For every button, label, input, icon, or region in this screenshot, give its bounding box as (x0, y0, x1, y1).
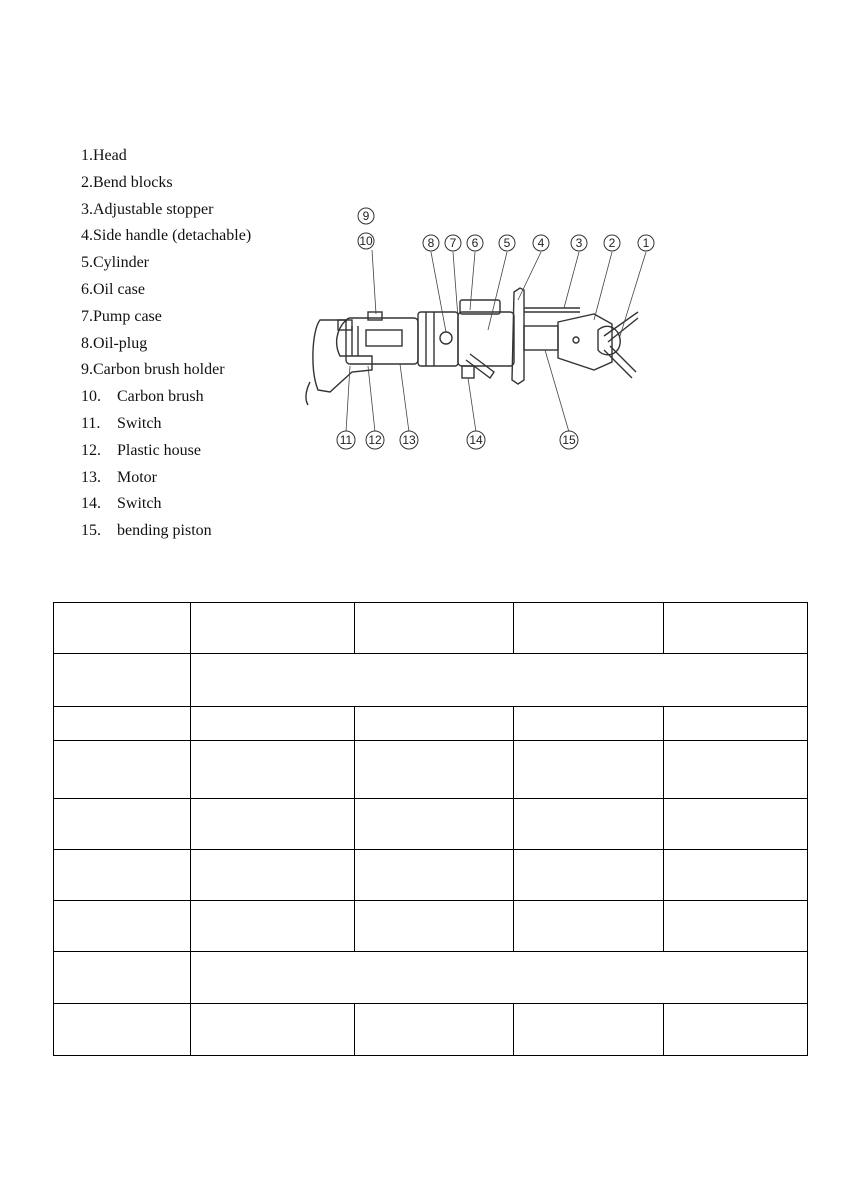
table-row (54, 952, 808, 1004)
parts-list-item (81, 279, 251, 306)
callout-1 (638, 235, 654, 251)
tool-diagram (300, 200, 680, 460)
part-label: Carbon brush holder (93, 361, 225, 379)
table-cell (355, 741, 514, 799)
part-label: Motor (117, 468, 157, 486)
callout-8 (423, 235, 439, 251)
part-label: Pump case (93, 307, 162, 325)
table-row (54, 654, 808, 707)
table-row (54, 741, 808, 799)
table-cell (514, 850, 664, 901)
table-cell (514, 1004, 664, 1056)
svg-text:4: 4 (537, 236, 545, 250)
table-cell (191, 603, 355, 654)
table-cell (664, 741, 808, 799)
part-label: Switch (117, 495, 162, 513)
part-number: 4. (81, 227, 93, 245)
table-cell (514, 799, 664, 850)
table-cell (54, 707, 191, 741)
table-cell (191, 850, 355, 901)
part-number: 3. (81, 200, 93, 218)
callouts-bottom (337, 431, 578, 449)
part-number: 11. (81, 414, 101, 432)
callout-3 (571, 235, 587, 251)
part-number: 12. (81, 441, 101, 459)
part-label: Carbon brush (117, 388, 204, 406)
part-label: Plastic house (117, 441, 201, 459)
table-cell (355, 850, 514, 901)
callout-2 (604, 235, 620, 251)
part-number: 5. (81, 254, 93, 272)
part-number: 7. (81, 307, 93, 325)
table-cell (54, 901, 191, 952)
svg-text:1: 1 (642, 236, 650, 250)
table-row (54, 707, 808, 741)
callout-11 (337, 431, 355, 449)
table-cell (514, 901, 664, 952)
callout-7 (445, 235, 461, 251)
part-label: Side handle (detachable) (93, 227, 252, 245)
part-number: 15. (81, 522, 101, 540)
rebar-bender-illustration (306, 288, 638, 405)
parts-list-item (81, 225, 251, 252)
parts-list-item (81, 333, 251, 360)
table-cell (664, 603, 808, 654)
callout-12 (366, 431, 384, 449)
callout-10 (358, 233, 374, 249)
part-label: Switch (117, 414, 162, 432)
table-cell (664, 850, 808, 901)
table-cell (54, 952, 191, 1004)
table-row (54, 799, 808, 850)
table-cell (664, 799, 808, 850)
part-number: 14. (81, 495, 101, 513)
parts-list-item (81, 359, 251, 386)
parts-list-item (81, 199, 251, 226)
callout-6 (467, 235, 483, 251)
table-cell (54, 741, 191, 799)
svg-text:14: 14 (469, 433, 483, 447)
table-cell (191, 654, 808, 707)
table-cell (191, 741, 355, 799)
svg-text:5: 5 (503, 236, 511, 250)
parts-list-item (81, 440, 251, 467)
part-number: 1. (81, 147, 93, 164)
table-cell (191, 952, 808, 1004)
callouts-top (358, 208, 654, 251)
table-cell (514, 741, 664, 799)
table-cell (514, 603, 664, 654)
table-cell (664, 707, 808, 741)
callout-9 (358, 208, 374, 224)
table-cell (664, 901, 808, 952)
part-number: 6. (81, 280, 93, 298)
table-cell (355, 901, 514, 952)
part-label: Adjustable stopper (93, 200, 214, 218)
part-label: Cylinder (93, 254, 149, 272)
svg-text:12: 12 (368, 433, 382, 447)
table-row (54, 901, 808, 952)
part-label: bending piston (117, 522, 212, 540)
table-cell (191, 1004, 355, 1056)
parts-list-item (81, 493, 251, 520)
table-cell (355, 707, 514, 741)
callout-leaders (346, 250, 646, 432)
parts-list-item (81, 306, 251, 333)
table-cell (54, 850, 191, 901)
parts-list-item (81, 172, 251, 199)
part-number: 13. (81, 468, 101, 486)
part-number: 2. (81, 173, 93, 191)
parts-list-item (81, 520, 251, 547)
svg-text:15: 15 (562, 433, 576, 447)
table-cell (191, 707, 355, 741)
callout-15 (560, 431, 578, 449)
svg-text:9: 9 (362, 209, 370, 223)
parts-list-item (81, 145, 251, 172)
table-cell (355, 603, 514, 654)
parts-list-item (81, 467, 251, 494)
callout-14 (467, 431, 485, 449)
part-label: Head (93, 147, 127, 164)
svg-text:6: 6 (471, 236, 479, 250)
table-cell (54, 1004, 191, 1056)
table-cell (54, 654, 191, 707)
part-label: Oil-plug (93, 334, 148, 352)
part-number: 10. (81, 388, 101, 406)
table-cell (664, 1004, 808, 1056)
svg-text:3: 3 (575, 236, 583, 250)
svg-text:10: 10 (359, 234, 373, 248)
part-label: Oil case (93, 280, 145, 298)
table-cell (54, 799, 191, 850)
table-row (54, 850, 808, 901)
parts-list-item (81, 386, 251, 413)
table-cell (191, 901, 355, 952)
table-row (54, 1004, 808, 1056)
part-label: Bend blocks (93, 173, 173, 191)
callout-13 (400, 431, 418, 449)
parts-list-item (81, 413, 251, 440)
table-cell (355, 799, 514, 850)
part-number: 8. (81, 334, 93, 352)
parts-list-item (81, 252, 251, 279)
table-cell (514, 707, 664, 741)
table-cell (355, 1004, 514, 1056)
spec-table (53, 602, 808, 1056)
svg-text:11: 11 (339, 433, 353, 447)
svg-text:7: 7 (449, 236, 457, 250)
table-cell (191, 799, 355, 850)
svg-text:2: 2 (608, 236, 616, 250)
table-row (54, 603, 808, 654)
callout-5 (499, 235, 515, 251)
parts-list (81, 145, 251, 547)
part-number: 9. (81, 361, 93, 379)
callout-4 (533, 235, 549, 251)
svg-text:13: 13 (402, 433, 416, 447)
table-cell (54, 603, 191, 654)
svg-text:8: 8 (427, 236, 435, 250)
